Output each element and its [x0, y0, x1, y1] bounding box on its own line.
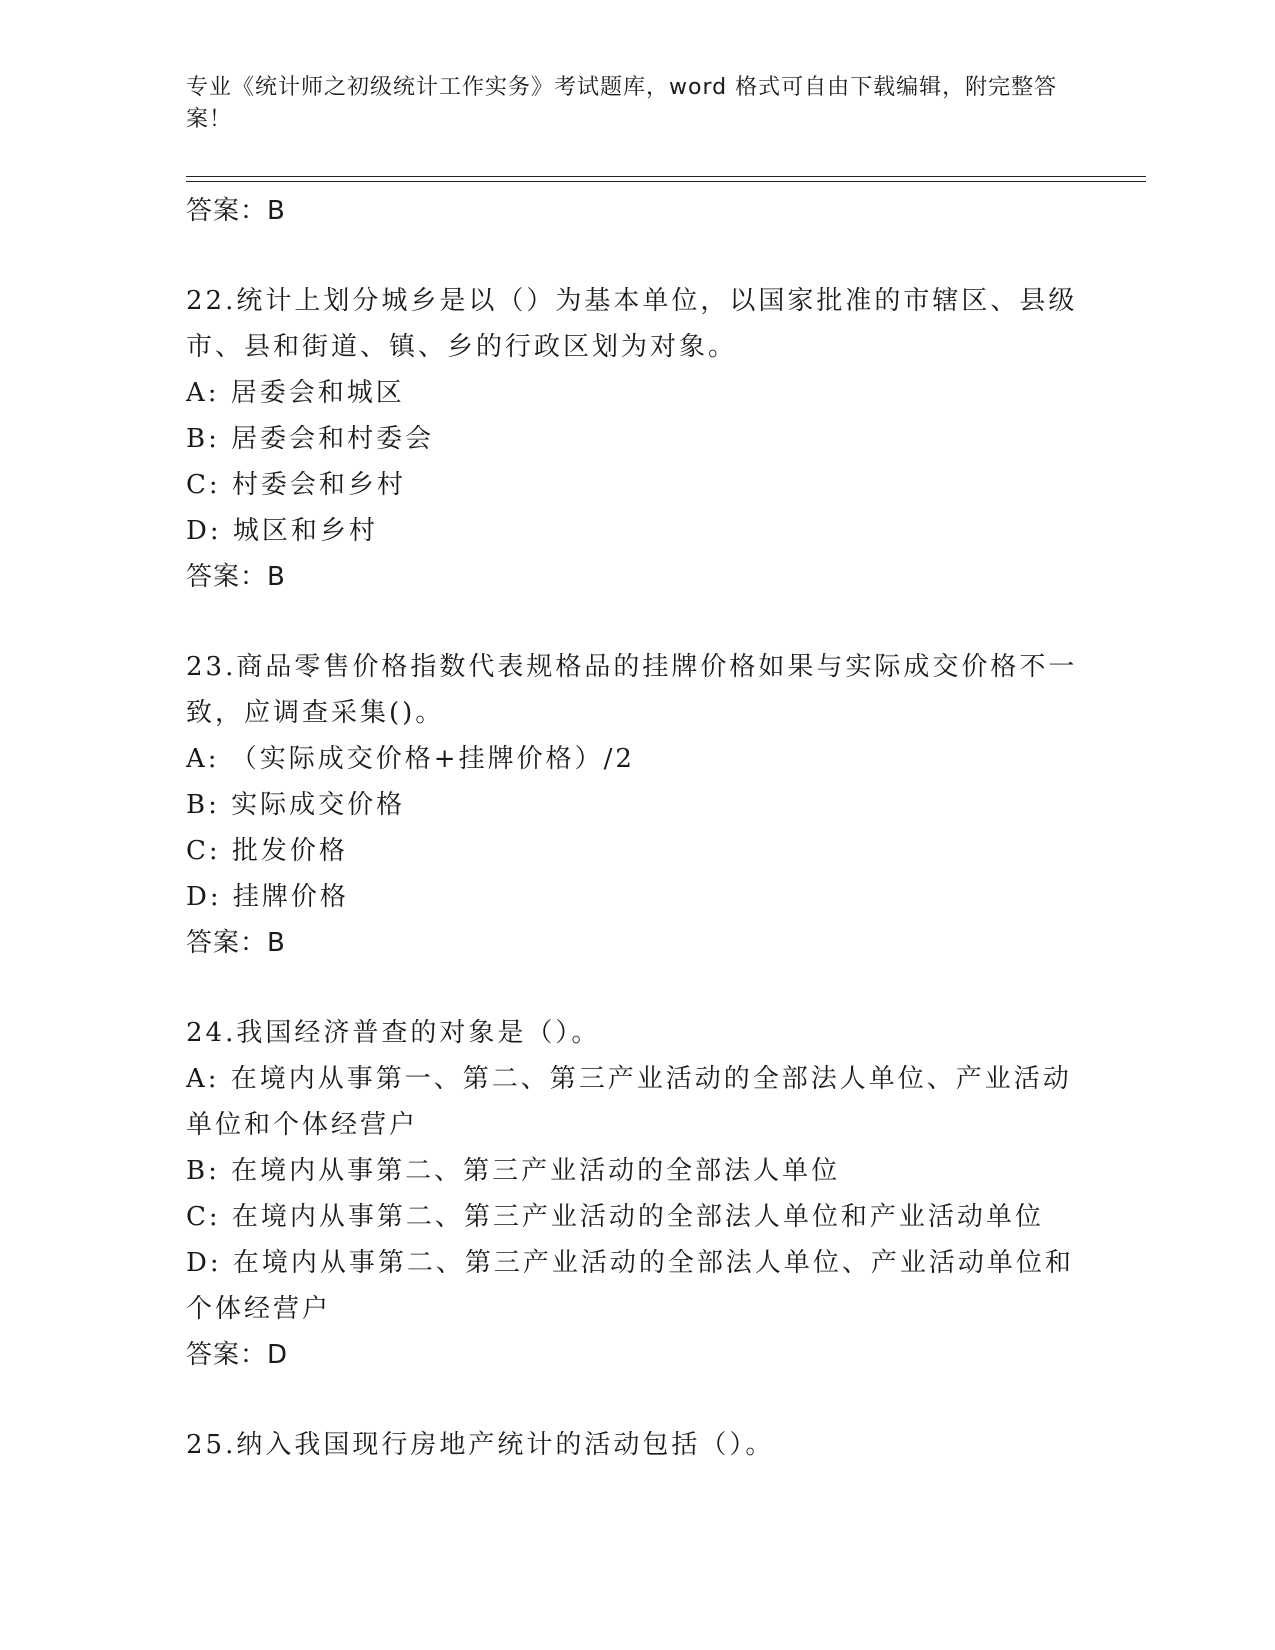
question-stem: 24.我国经济普查的对象是（）。 [186, 1018, 601, 1048]
previous-question-answer: 答案：B [186, 196, 286, 226]
question-22 [186, 278, 1086, 600]
header-divider-top [186, 176, 1146, 177]
option-b: B: 居委会和村委会 [186, 424, 435, 454]
option-b: B: 在境内从事第二、第三产业活动的全部法人单位 [186, 1156, 841, 1186]
option-a: A: （实际成交价格+挂牌价格）/2 [186, 744, 635, 774]
question-answer: 答案：D [186, 1340, 289, 1370]
question-24 [186, 1010, 1086, 1378]
document-header-note: 专业《统计师之初级统计工作实务》考试题库，word 格式可自由下载编辑，附完整答案！ [186, 75, 1058, 132]
option-c: C: 村委会和乡村 [186, 470, 406, 500]
option-d: D: 挂牌价格 [186, 882, 349, 912]
question-stem: 23.商品零售价格指数代表规格品的挂牌价格如果与实际成交价格不一致，应调查采集()。 [186, 652, 1078, 728]
question-25 [186, 1422, 1086, 1468]
option-c: C: 批发价格 [186, 836, 348, 866]
question-23 [186, 644, 1086, 966]
header-divider-bottom [186, 181, 1146, 182]
question-answer: 答案：B [186, 562, 286, 592]
question-list [186, 188, 1086, 1468]
option-c: C: 在境内从事第二、第三产业活动的全部法人单位和产业活动单位 [186, 1202, 1044, 1232]
question-stem: 22.统计上划分城乡是以（）为基本单位，以国家批准的市辖区、县级市、县和街道、镇、乡的行政区划为对象。 [186, 286, 1078, 362]
option-d: D: 在境内从事第二、第三产业活动的全部法人单位、产业活动单位和个体经营户 [186, 1248, 1074, 1324]
option-a: A: 居委会和城区 [186, 378, 405, 408]
option-b: B: 实际成交价格 [186, 790, 406, 820]
question-stem: 25.纳入我国现行房地产统计的活动包括（）。 [186, 1430, 775, 1460]
option-d: D: 城区和乡村 [186, 516, 378, 546]
question-answer: 答案：B [186, 928, 286, 958]
option-a: A: 在境内从事第一、第二、第三产业活动的全部法人单位、产业活动单位和个体经营户 [186, 1064, 1072, 1140]
